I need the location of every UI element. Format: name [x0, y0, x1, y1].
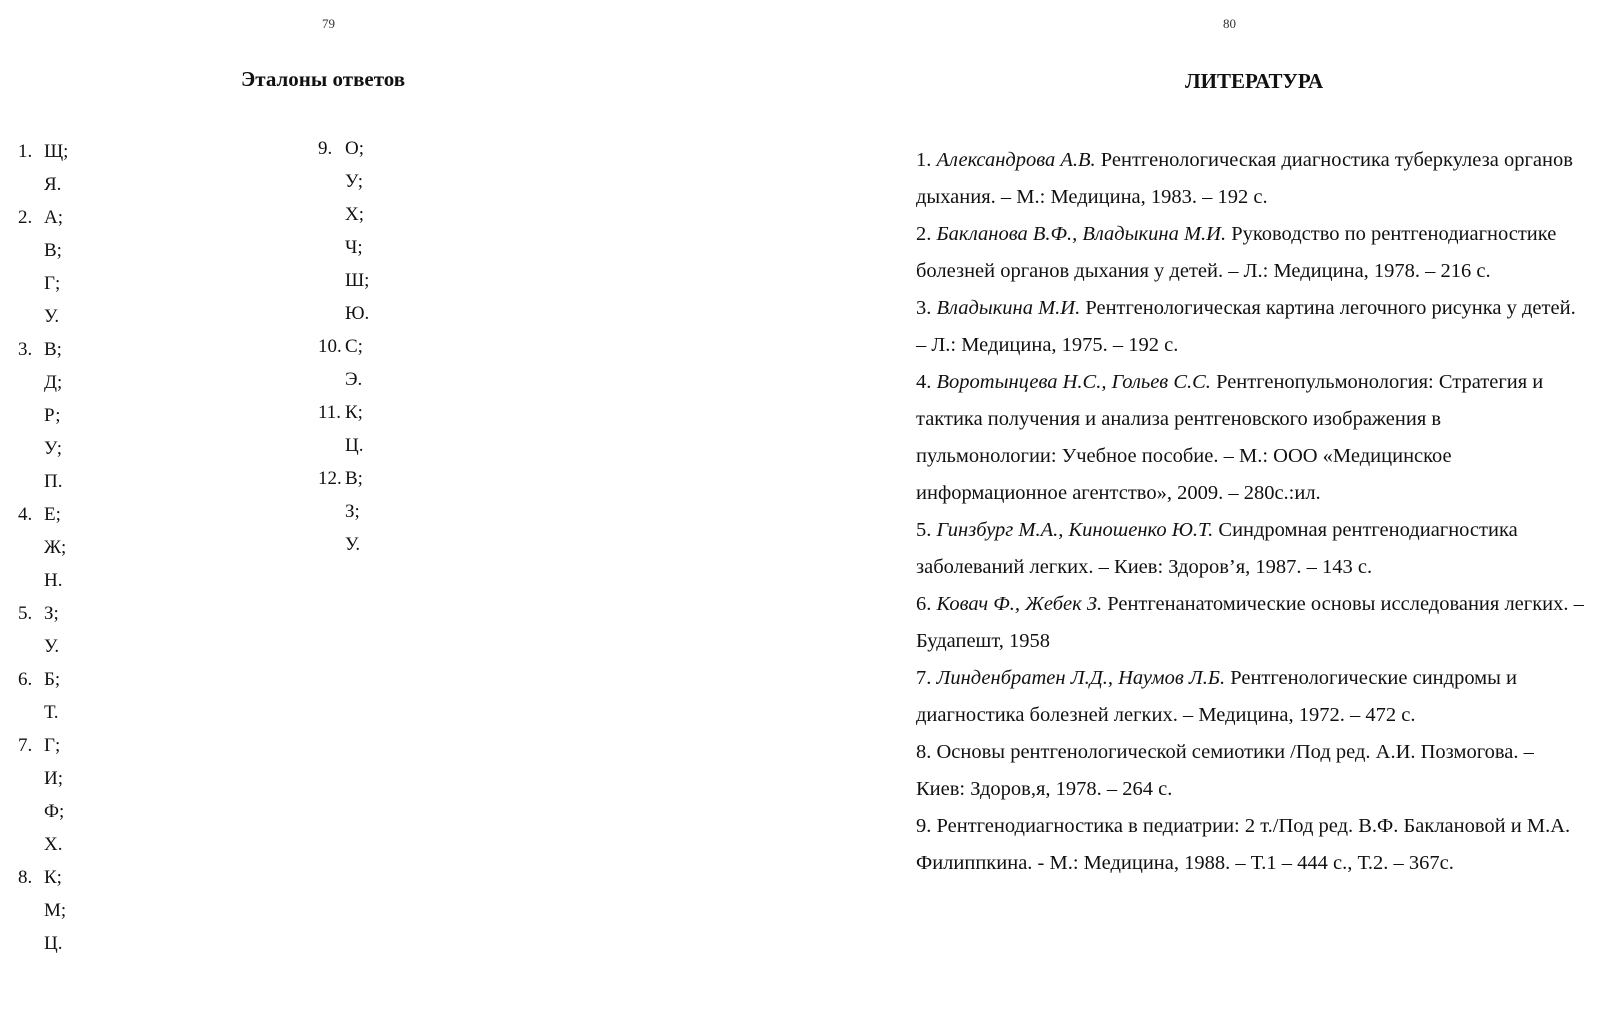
- answer-item: [18, 894, 68, 927]
- reference-authors: Линденбратен Л.Д., Наумов Л.Б.: [936, 667, 1226, 689]
- answer-letter: К;: [44, 867, 62, 888]
- reference-number: 7.: [916, 667, 932, 689]
- reference-number: 2.: [916, 223, 932, 245]
- answer-item: [18, 135, 68, 168]
- answer-item: [318, 495, 369, 528]
- reference-number: 4.: [916, 371, 932, 393]
- answer-item: [18, 861, 68, 894]
- reference-text: Рентгенологическая диагностика туберкулеза органов дыхания. – М.: Медицина, 1983. – 192 с.: [916, 149, 1573, 208]
- reference-item: [916, 512, 1586, 586]
- reference-text: Руководство по рентгенодиагностике болезней органов дыхания у детей. – Л.: Медицина, 1978. – 216 с.: [916, 223, 1557, 282]
- answer-number: 3.: [18, 339, 33, 360]
- reference-text: Рентгенологические синдромы и диагностика болезней легких. – Медицина, 1972. – 472 с.: [916, 667, 1518, 726]
- answer-letter: П.: [44, 471, 63, 492]
- answer-item: [18, 498, 68, 531]
- answer-item: [18, 729, 68, 762]
- right-page: [790, 0, 1600, 1024]
- answer-number: 4.: [18, 504, 33, 525]
- answer-item: [18, 333, 68, 366]
- answer-letter: Н.: [44, 570, 63, 591]
- answer-letter: Б;: [44, 669, 61, 690]
- answer-number: 10.: [318, 336, 342, 357]
- answer-item: [18, 696, 68, 729]
- page-number: 79: [322, 16, 335, 31]
- answer-letter: Е;: [44, 504, 61, 525]
- answer-number: 11.: [318, 402, 342, 423]
- answer-item: [318, 165, 369, 198]
- reference-number: 8.: [916, 741, 932, 763]
- answer-item: [18, 201, 68, 234]
- answer-item: [18, 399, 68, 432]
- reference-text: Рентгенодиагностика в педиатрии: 2 т./Под ред. В.Ф. Баклановой и М.А. Филиппкина. - М.: Медицина, 1988. – Т.1 – 444 с., Т.2. – 367с.: [916, 815, 1571, 874]
- reference-text: Рентгенанатомические основы исследования легких. – Будапешт, 1958: [916, 593, 1584, 652]
- answer-item: [318, 264, 369, 297]
- answer-item: [18, 663, 68, 696]
- answer-item: [18, 762, 68, 795]
- answer-item: [318, 297, 369, 330]
- answers-column-1: [18, 135, 68, 960]
- answer-letter: Х;: [345, 204, 364, 225]
- answer-item: [18, 597, 68, 630]
- answer-letter: У;: [44, 438, 63, 459]
- answer-item: [18, 927, 68, 960]
- answer-item: [318, 231, 369, 264]
- answer-letter: Ж;: [44, 537, 67, 558]
- page-number: 80: [1223, 16, 1236, 31]
- reference-number: 5.: [916, 519, 932, 541]
- reference-list: [916, 142, 1586, 882]
- answer-letter: К;: [345, 402, 363, 423]
- reference-item: [916, 734, 1586, 808]
- reference-authors: Ковач Ф., Жебек З.: [936, 593, 1103, 615]
- reference-text: Рентгенопульмонология: Стратегия и тактика получения и анализа рентгеновского изображения в пульмонологии: Учебное пособие. – М.: ООО «Медицинское информационное агентство», 2009. – 280с.:ил.: [916, 371, 1544, 504]
- answer-letter: У;: [345, 171, 364, 192]
- answer-item: [18, 432, 68, 465]
- reference-authors: Гинзбург М.А., Киношенко Ю.Т.: [936, 519, 1214, 541]
- reference-item: [916, 586, 1586, 660]
- reference-number: 6.: [916, 593, 932, 615]
- answer-number: 2.: [18, 207, 33, 228]
- reference-authors: Владыкина М.И.: [936, 297, 1081, 319]
- answer-number: 8.: [18, 867, 33, 888]
- answer-letter: М;: [44, 900, 67, 921]
- answer-item: [18, 828, 68, 861]
- answer-letter: У.: [44, 306, 60, 327]
- answer-letter: Р;: [44, 405, 61, 426]
- reference-number: 1.: [916, 149, 932, 171]
- reference-item: [916, 808, 1586, 882]
- reference-item: [916, 660, 1586, 734]
- reference-text: Рентгенологическая картина легочного рисунка у детей. – Л.: Медицина, 1975. – 192 с.: [916, 297, 1576, 356]
- answer-number: 7.: [18, 735, 33, 756]
- answer-item: [318, 132, 369, 165]
- answer-item: [18, 366, 68, 399]
- answer-item: [18, 531, 68, 564]
- answer-letter: З;: [44, 603, 59, 624]
- reference-number: 9.: [916, 815, 932, 837]
- answer-letter: Я.: [44, 174, 62, 195]
- answer-letter: У.: [345, 534, 361, 555]
- answer-item: [18, 267, 68, 300]
- answer-letter: Ш;: [345, 270, 370, 291]
- answer-letter: И;: [44, 768, 63, 789]
- answer-letter: Ю.: [345, 303, 370, 324]
- reference-item: [916, 142, 1586, 216]
- answer-letter: Ц.: [345, 435, 364, 456]
- reference-item: [916, 364, 1586, 512]
- answer-item: [18, 564, 68, 597]
- answer-number: 1.: [18, 141, 33, 162]
- answer-letter: Ф;: [44, 801, 65, 822]
- reference-number: 3.: [916, 297, 932, 319]
- answer-letter: Х.: [44, 834, 63, 855]
- answer-letter: У.: [44, 636, 60, 657]
- reference-authors: Бакланова В.Ф., Владыкина М.И.: [936, 223, 1227, 245]
- answer-item: [18, 168, 68, 201]
- answer-item: [18, 795, 68, 828]
- answer-number: 9.: [318, 138, 333, 159]
- answer-item: [18, 234, 68, 267]
- answer-letter: Щ;: [44, 141, 69, 162]
- reference-authors: Воротынцева Н.С., Гольев С.С.: [936, 371, 1211, 393]
- answer-item: [18, 630, 68, 663]
- answer-item: [18, 300, 68, 333]
- answer-letter: Э.: [345, 369, 363, 390]
- answer-letter: С;: [345, 336, 363, 357]
- answer-item: [18, 465, 68, 498]
- answer-letter: Т.: [44, 702, 59, 723]
- answer-letter: А;: [44, 207, 63, 228]
- answer-item: [318, 198, 369, 231]
- answer-letter: Ц.: [44, 933, 63, 954]
- answer-number: 5.: [18, 603, 33, 624]
- answer-item: [318, 528, 369, 561]
- literature-heading: ЛИТЕРАТУРА: [1185, 69, 1324, 93]
- answer-number: 12.: [318, 468, 342, 489]
- answer-letter: В;: [44, 240, 62, 261]
- answer-item: [318, 363, 369, 396]
- reference-text: Основы рентгенологической семиотики /Под ред. А.И. Позмогова. – Киев: Здоров,я, 1978. – 264 с.: [916, 741, 1534, 800]
- reference-item: [916, 290, 1586, 364]
- answer-letter: Г;: [44, 735, 61, 756]
- answers-column-2: [318, 132, 369, 561]
- reference-authors: Александрова А.В.: [936, 149, 1096, 171]
- answer-letter: О;: [345, 138, 364, 159]
- answer-number: 6.: [18, 669, 33, 690]
- answer-item: [318, 396, 369, 429]
- answer-letter: З;: [345, 501, 360, 522]
- reference-text: Синдромная рентгенодиагностика заболеваний легких. – Киев: Здоров’я, 1987. – 143 с.: [916, 519, 1518, 578]
- answer-item: [318, 462, 369, 495]
- left-page: [0, 0, 790, 1024]
- answer-letter: В;: [345, 468, 363, 489]
- answer-item: [318, 429, 369, 462]
- answer-item: [318, 330, 369, 363]
- reference-item: [916, 216, 1586, 290]
- answer-letter: Ч;: [345, 237, 363, 258]
- answers-heading: Эталоны ответов: [241, 67, 406, 91]
- answer-letter: Г;: [44, 273, 61, 294]
- answer-letter: Д;: [44, 372, 63, 393]
- answer-letter: В;: [44, 339, 62, 360]
